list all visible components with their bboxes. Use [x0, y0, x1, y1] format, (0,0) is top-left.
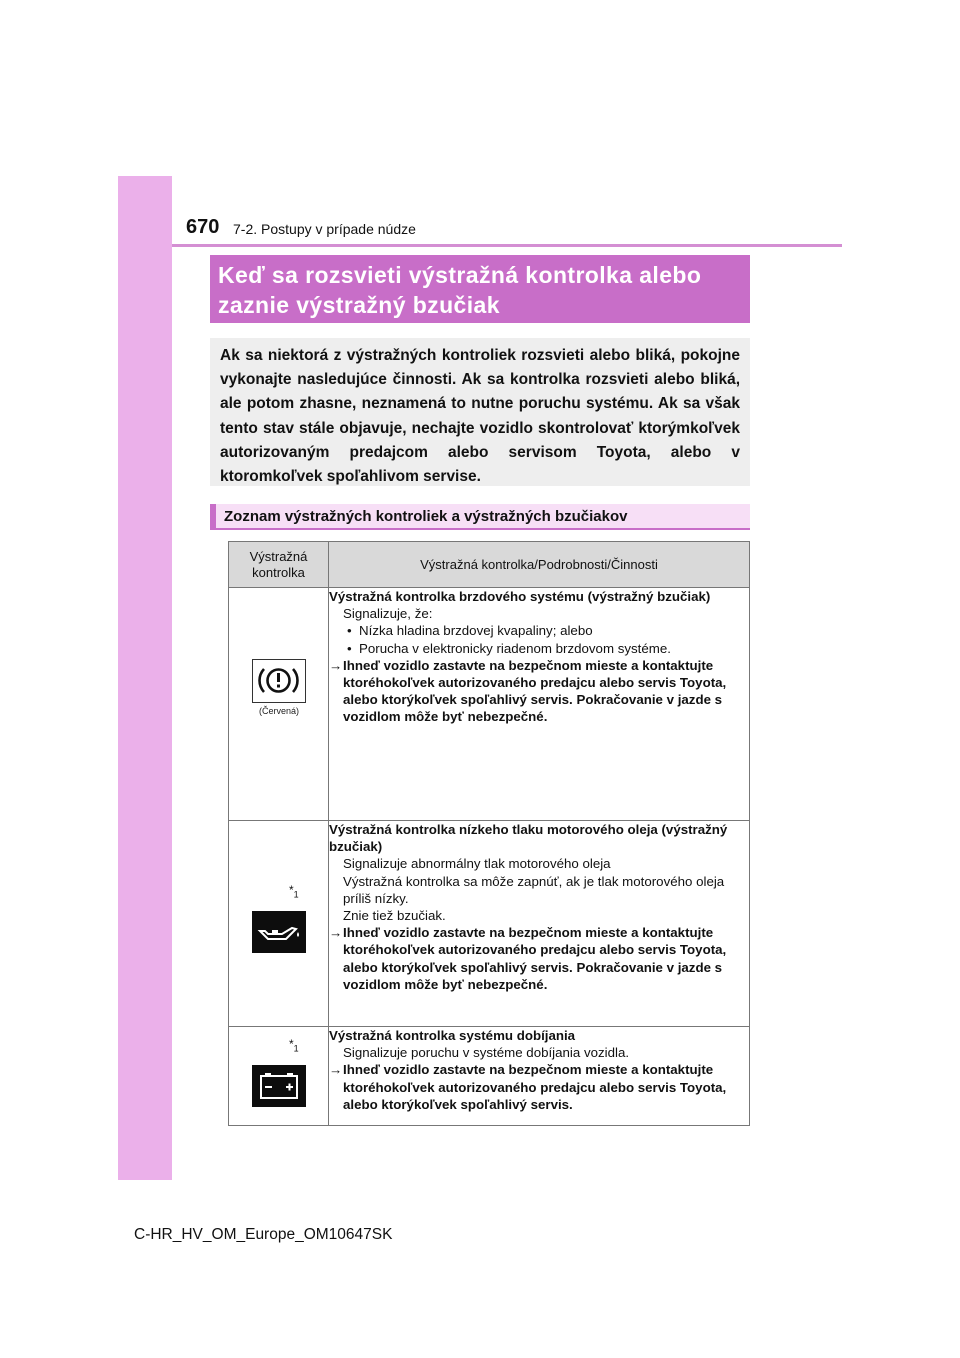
row-intro: Signalizuje, že: [343, 606, 433, 622]
page-number: 670 [186, 216, 220, 238]
intro-paragraph: Ak sa niektorá z výstražných kontroliek rozsvieti alebo bliká, pokojne vykonajte nasledujúce činnosti. Ak sa kontrolka rozsvieti alebo bliká, ale potom zhasne, neznamená to nutne poruchu systému. Ak sa však tento stav stále objavuje, nechajte vozidlo skontrolovať ktorýmkoľvek autorizovaným predajcom alebo servisom Toyota, alebo v ktoromkoľvek spoľahlivom servise. [210, 338, 750, 486]
description-cell [329, 588, 750, 821]
footnote-star: * [289, 1037, 294, 1051]
footnote-star: * [289, 883, 294, 897]
oil-pressure-icon [252, 911, 306, 953]
bullet-glyph: • [347, 623, 352, 639]
table-row [229, 588, 750, 821]
bullet-glyph: • [347, 640, 352, 656]
arrow-icon: → [329, 925, 343, 941]
section-title-line2: zaznie výstražný bzučiak [218, 292, 500, 318]
action-text-body: Ihneď vozidlo zastavte na bezpečnom mieste a kontaktujte ktoréhokoľvek autorizovaného predajcu alebo servis Toyota, alebo ktorýkoľvek spoľahlivý servis. Pokračovanie v jazde s vozidlom môže byť nebezpečné. [343, 925, 727, 992]
action-text [329, 657, 749, 726]
battery-charging-icon [252, 1065, 306, 1107]
table-row [229, 821, 750, 1027]
row-line: Výstražná kontrolka sa môže zapnúť, ak je tlak motorového oleja príliš nízky. [343, 873, 725, 906]
icon-cell [229, 821, 329, 1027]
arrow-icon: → [329, 1062, 343, 1078]
brake-warning-icon [252, 659, 306, 703]
header-col1-line1: Výstražná [249, 548, 308, 564]
action-text [329, 924, 749, 993]
header-details: Výstražná kontrolka/Podrobnosti/Činnosti [329, 542, 750, 588]
chapter-side-tab [118, 176, 172, 1180]
document-footer: C-HR_HV_OM_Europe_OM10647SK [134, 1226, 393, 1243]
icon-color-label: (Červená) [258, 706, 299, 716]
header-warning-light [229, 542, 329, 588]
action-text-body: Ihneď vozidlo zastavte na bezpečnom mieste a kontaktujte ktoréhokoľvek autorizovaného predajcu alebo servis Toyota, alebo ktorýkoľvek spoľahlivý servis. [343, 1062, 727, 1112]
warning-lights-table [228, 541, 750, 1126]
icon-cell [229, 588, 329, 821]
section-title-line1: Keď sa rozsvieti výstražná kontrolka alebo [218, 262, 702, 288]
header-rule [172, 244, 842, 247]
row-line: Znie tiež bzučiak. [343, 908, 446, 924]
icon-cell [229, 1027, 329, 1126]
table-row [229, 1027, 750, 1126]
row-line: Signalizuje abnormálny tlak motorového oleja [343, 856, 611, 872]
row-line: Signalizuje poruchu v systéme dobíjania vozidla. [343, 1045, 630, 1061]
subsection-heading: Zoznam výstražných kontroliek a výstražných bzučiakov [210, 504, 750, 530]
row-title: Výstražná kontrolka systému dobíjania [329, 1028, 576, 1043]
row-title: Výstražná kontrolka brzdového systému (výstražný bzučiak) [329, 589, 711, 604]
section-title [210, 255, 750, 323]
action-text [329, 1061, 749, 1113]
footnote-marker [289, 883, 299, 899]
bullet-text: Porucha v elektronicky riadenom brzdovom systéme. [359, 640, 671, 656]
action-text-body: Ihneď vozidlo zastavte na bezpečnom mieste a kontaktujte ktoréhokoľvek autorizovaného predajcu alebo servis Toyota, alebo ktorýkoľvek spoľahlivý servis. Pokračovanie v jazde s vozidlom môže byť nebezpečné. [343, 657, 727, 725]
row-title: Výstražná kontrolka nízkeho tlaku motorového oleja (výstražný bzučiak) [329, 822, 728, 855]
footnote-number: 1 [293, 1043, 299, 1054]
footnote-number: 1 [293, 889, 299, 900]
description-cell [329, 1027, 750, 1126]
bullet-text: Nízka hladina brzdovej kvapaliny; alebo [359, 623, 593, 639]
bullet-item [329, 640, 749, 657]
header-col1-line2: kontrolka [252, 564, 305, 580]
description-cell [329, 821, 750, 1027]
chapter-title: 7-2. Postupy v prípade núdze [233, 221, 416, 237]
table-header-row [229, 542, 750, 588]
bullet-item [329, 622, 749, 639]
footnote-marker [289, 1037, 299, 1053]
arrow-icon: → [329, 657, 343, 673]
